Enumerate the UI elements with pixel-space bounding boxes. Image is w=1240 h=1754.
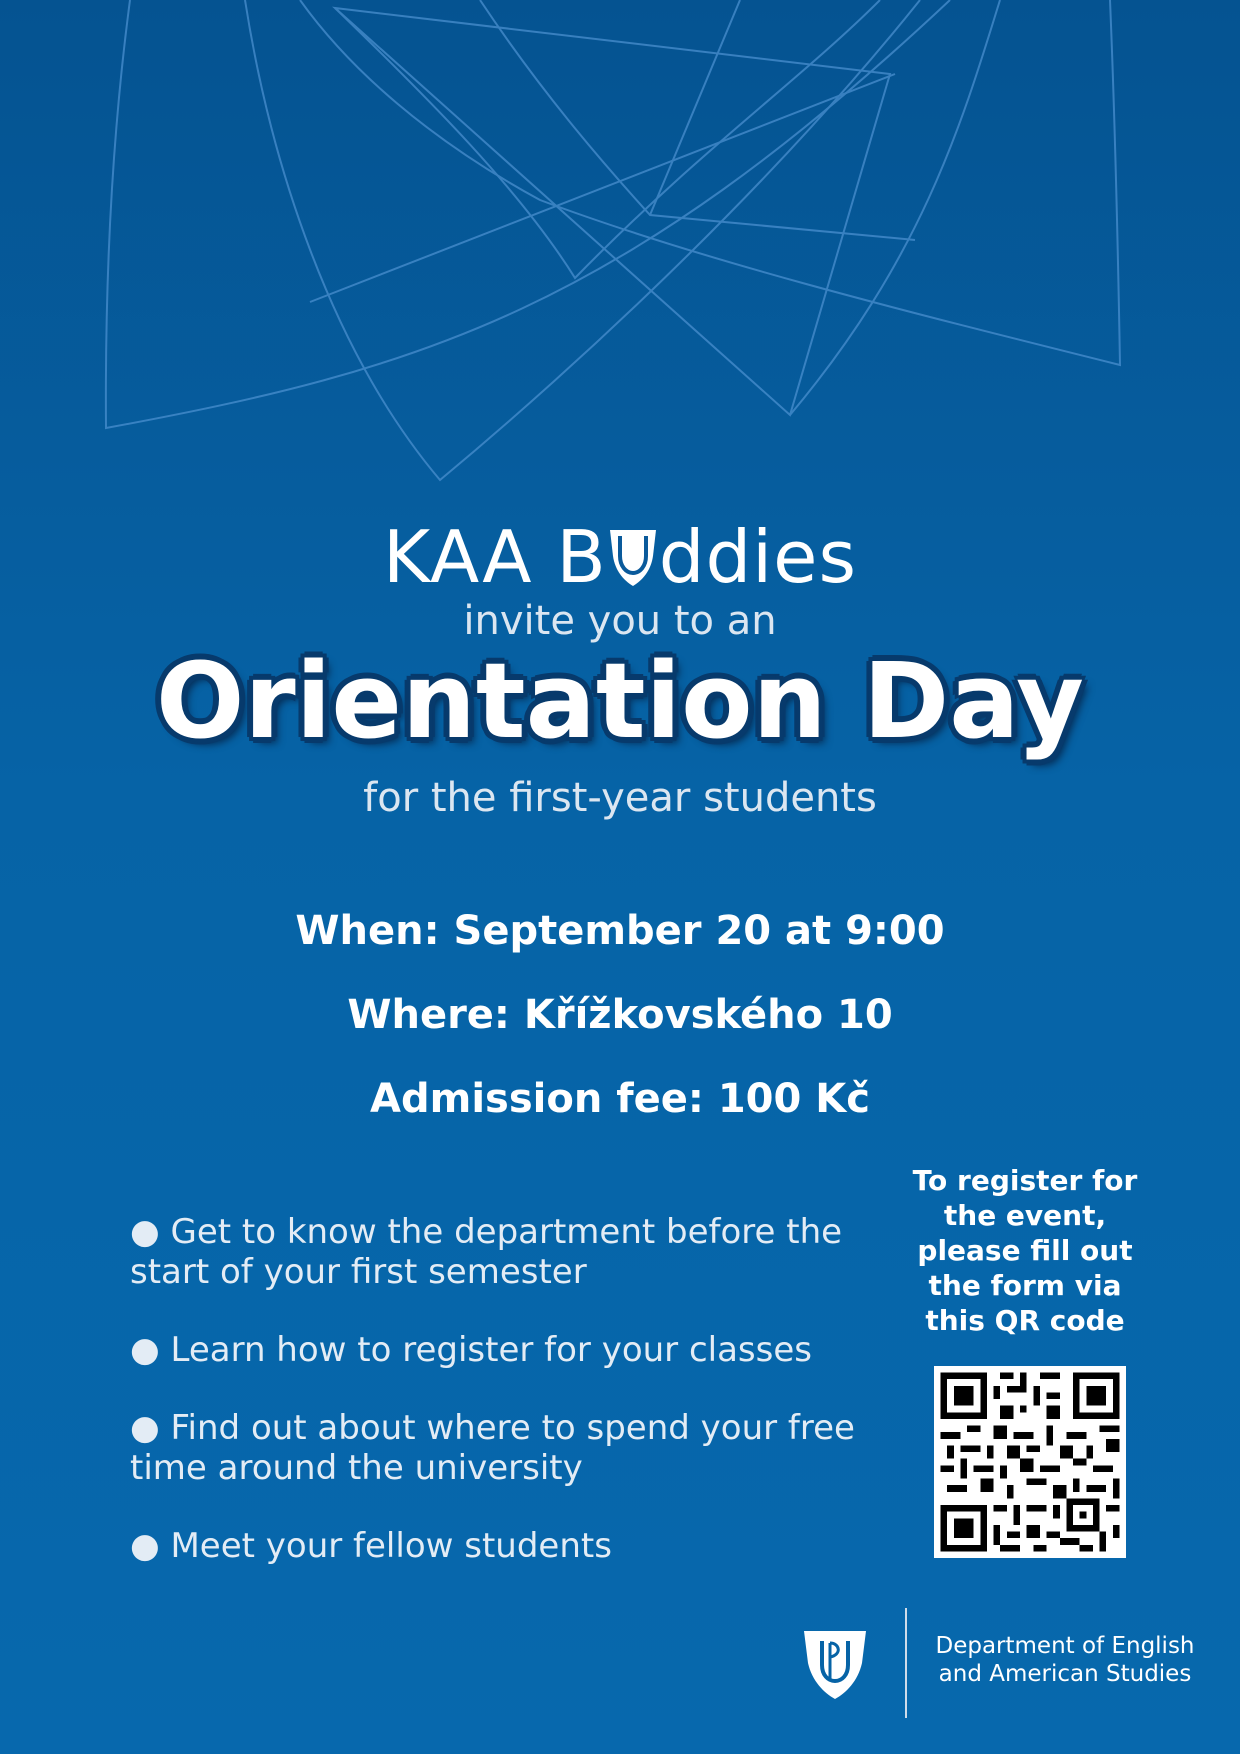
headline: Orientation Day [156,640,1084,762]
list-item: ● Learn how to register for your classes [130,1330,812,1370]
invite-text: invite you to an [463,598,777,644]
university-shield-icon [800,1625,870,1701]
benefits-list [130,1212,880,1604]
shield-u-icon [607,521,659,605]
event-fee: Admission fee: 100 Kč [370,1076,870,1122]
register-line: the form via [928,1269,1122,1302]
register-line: this QR code [925,1304,1125,1337]
list-item: ● Find out about where to spend your free time around the university [130,1408,855,1488]
register-instructions [905,1163,1145,1338]
department-name [935,1632,1195,1688]
subheadline: for the first-year students [363,775,877,821]
register-line: please fill out [917,1234,1133,1267]
department-line: Department of English [935,1633,1195,1659]
register-line: To register for [912,1164,1138,1197]
decorative-lines [0,0,1240,500]
title-suffix: ddies [658,515,857,599]
register-line: the event, [943,1199,1107,1232]
qr-code-icon[interactable] [934,1366,1126,1558]
department-line: and American Studies [938,1661,1192,1687]
footer-divider [905,1608,907,1718]
list-item: ● Get to know the department before the start of your first semester [130,1212,843,1292]
list-item: ● Meet your fellow students [130,1526,612,1566]
title-prefix: KAA B [383,515,607,599]
title-kaa-buddies [0,515,1240,605]
event-where: Where: Křížkovského 10 [347,992,893,1038]
event-when: When: September 20 at 9:00 [295,908,945,954]
